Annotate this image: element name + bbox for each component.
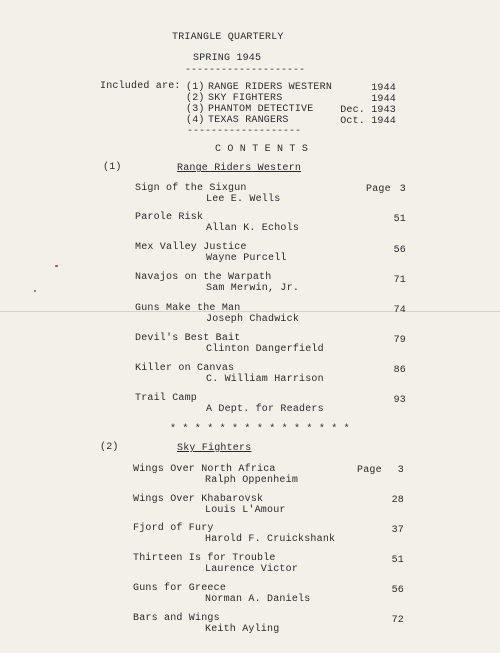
page-label: Page: [366, 184, 391, 195]
included-date-1: 1944: [371, 83, 396, 94]
included-num-3: (3): [186, 104, 205, 115]
entry-title: Devil's Best Bait: [135, 333, 241, 344]
document-title: TRIANGLE QUARTERLY: [172, 32, 284, 43]
entry-page: 51: [391, 555, 404, 566]
entry-page: 86: [393, 365, 406, 376]
included-date-2: 1944: [371, 94, 396, 105]
entry-page: 3: [397, 465, 404, 476]
header-rule: --------------------: [185, 65, 306, 76]
season-label: SPRING 1945: [193, 53, 262, 64]
section-2-number: (2): [100, 442, 119, 453]
entry-title: Wings Over North Africa: [133, 464, 276, 475]
page-fold-line: [0, 311, 500, 312]
entry-author: A Dept. for Readers: [206, 404, 324, 415]
entry-author: Harold F. Cruickshank: [205, 534, 336, 545]
entry-page: 72: [391, 615, 404, 626]
included-name-4: TEXAS RANGERS: [208, 115, 289, 126]
entry-author: C. William Harrison: [206, 374, 324, 385]
included-name-3: PHANTOM DETECTIVE: [208, 104, 314, 115]
entry-page: 74: [393, 305, 406, 316]
entry-title: Guns Make the Man: [135, 303, 241, 314]
entry-title: Sign of the Sixgun: [135, 183, 247, 194]
entry-page: 51: [393, 214, 406, 225]
page-label: Page: [357, 465, 382, 476]
entry-title: Bars and Wings: [133, 613, 220, 624]
entry-author: Allan K. Echols: [206, 223, 300, 234]
entry-author: Clinton Dangerfield: [206, 344, 324, 355]
section-separator: * * * * * * * * * * * * * * *: [170, 424, 350, 435]
ink-mark: [34, 290, 36, 292]
entry-page: 93: [393, 395, 406, 406]
entry-author: Lee E. Wells: [206, 194, 281, 205]
entry-author: Ralph Oppenheim: [205, 475, 299, 486]
entry-page: 71: [393, 275, 406, 286]
included-num-1: (1): [186, 82, 205, 93]
included-date-4: Oct. 1944: [340, 116, 396, 127]
entry-page: 3: [399, 184, 406, 195]
entry-title: Navajos on the Warpath: [135, 272, 272, 283]
entry-author: Louis L'Amour: [205, 505, 286, 516]
entry-page: 56: [391, 585, 404, 596]
entry-author: Joseph Chadwick: [206, 314, 300, 325]
included-name-1: RANGE RIDERS WESTERN: [208, 82, 333, 93]
included-num-4: (4): [186, 115, 205, 126]
contents-heading: C O N T E N T S: [215, 144, 309, 155]
included-rule: -------------------: [187, 126, 302, 137]
entry-page: 37: [391, 525, 404, 536]
entry-author: Norman A. Daniels: [205, 594, 311, 605]
ink-mark: [55, 265, 58, 267]
entry-author: Laurence Victor: [205, 564, 299, 575]
entry-author: Sam Merwin, Jr.: [206, 283, 300, 294]
section-1-number: (1): [103, 162, 122, 173]
entry-title: Parole Risk: [135, 212, 204, 223]
section-2-title: Sky Fighters: [177, 443, 252, 454]
entry-author: Wayne Purcell: [206, 253, 287, 264]
included-label: Included are:: [100, 81, 181, 92]
entry-page: 79: [393, 335, 406, 346]
entry-title: Guns for Greece: [133, 583, 227, 594]
entry-title: Trail Camp: [135, 393, 198, 404]
entry-title: Killer on Canvas: [135, 363, 235, 374]
included-num-2: (2): [186, 93, 205, 104]
entry-title: Thirteen Is for Trouble: [133, 553, 276, 564]
entry-page: 28: [391, 495, 404, 506]
entry-author: Keith Ayling: [205, 624, 280, 635]
included-date-3: Dec. 1943: [340, 105, 396, 116]
entry-title: Wings Over Khabarovsk: [133, 494, 264, 505]
entry-title: Mex Valley Justice: [135, 242, 247, 253]
included-name-2: SKY FIGHTERS: [208, 93, 283, 104]
entry-page: 56: [393, 245, 406, 256]
section-1-title: Range Riders Western: [177, 163, 302, 174]
entry-title: Fjord of Fury: [133, 523, 214, 534]
